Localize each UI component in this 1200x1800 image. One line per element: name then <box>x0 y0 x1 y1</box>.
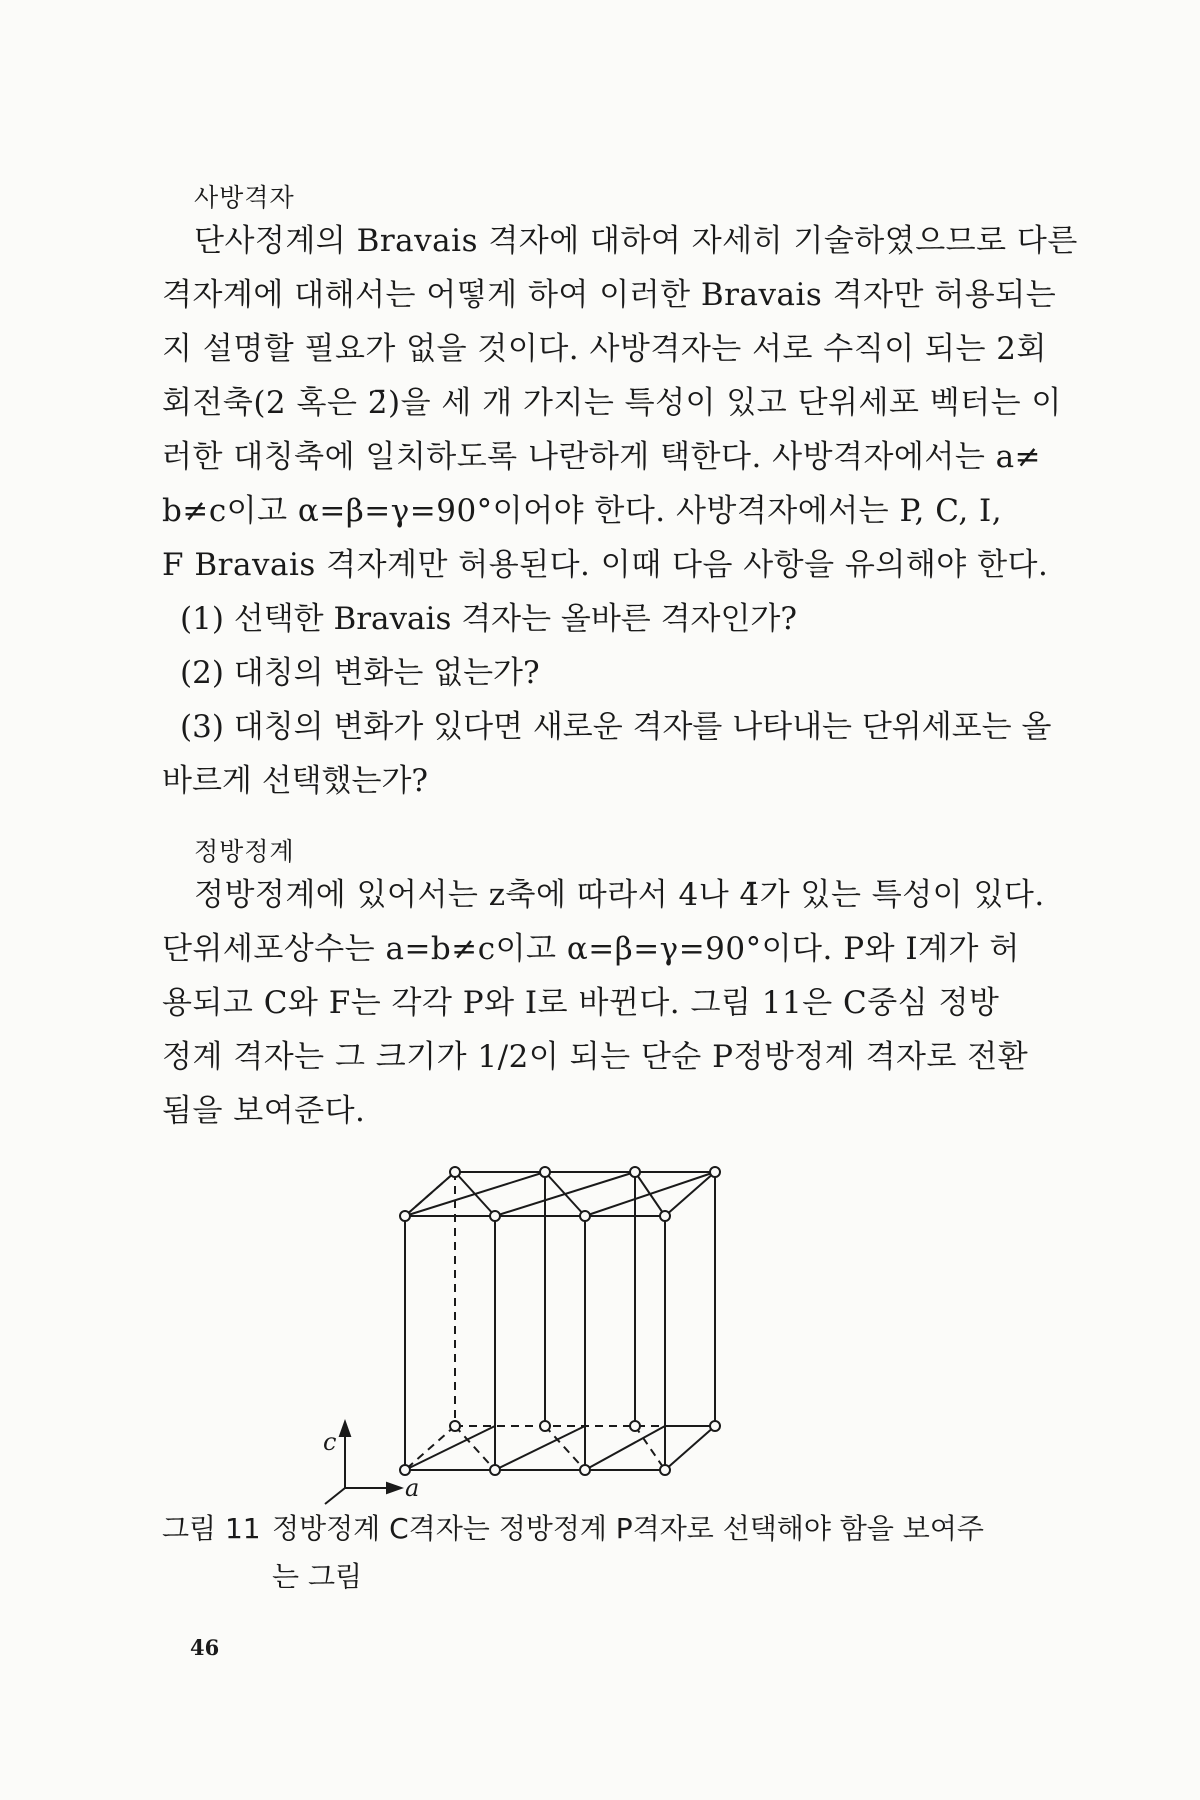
axis-label-c: c <box>323 1428 337 1456</box>
page-number: 46 <box>190 1635 220 1660</box>
text-line: 정방정계에 있어서는 z축에 따라서 4나 4̄가 있는 특성이 있다. <box>194 877 1045 913</box>
text-line: 단위세포상수는 a=b≠c이고 α=β=γ=90°이다. P와 I계가 허 <box>162 931 1020 967</box>
section-heading-orthorhombic: 사방격자 <box>194 183 295 212</box>
lattice-figure <box>323 1120 735 1502</box>
figure-caption <box>162 1505 1062 1601</box>
axis-label-a: a <box>405 1474 420 1502</box>
caption-label: 그림 11 <box>162 1512 261 1545</box>
list-item: (3) 대칭의 변화가 있다면 새로운 격자를 나타내는 단위세포는 올 <box>180 709 1052 745</box>
text-line: 러한 대칭축에 일치하도록 나란하게 택한다. 사방격자에서는 a≠ <box>162 439 1042 475</box>
section-heading-tetragonal: 정방정계 <box>194 837 295 866</box>
lattice-points <box>400 1167 720 1475</box>
list-item: (2) 대칭의 변화는 없는가? <box>180 655 540 691</box>
text-line: 용되고 C와 F는 각각 P와 I로 바뀐다. 그림 11은 C중심 정방 <box>162 985 1000 1021</box>
text-line: F Bravais 격자계만 허용된다. 이때 다음 사항을 유의해야 한다. <box>162 547 1049 583</box>
text-line: 지 설명할 필요가 없을 것이다. 사방격자는 서로 수직이 되는 2회 <box>162 331 1047 367</box>
list-item: (1) 선택한 Bravais 격자는 올바른 격자인가? <box>180 601 797 637</box>
text-line: 정계 격자는 그 크기가 1/2이 되는 단순 P정방정계 격자로 전환 <box>162 1039 1029 1075</box>
text-line: 단사정계의 Bravais 격자에 대하여 자세히 기술하였으므로 다른 <box>194 223 1078 259</box>
text-line: 됨을 보여준다. <box>162 1093 366 1129</box>
caption-continuation: 는 그림 <box>272 1560 363 1593</box>
text-line: 회전축(2 혹은 2̄)을 세 개 가지는 특성이 있고 단위세포 벡터는 이 <box>162 385 1062 421</box>
paragraph-orthorhombic <box>162 214 1078 592</box>
text-line: 격자계에 대해서는 어떻게 하여 이러한 Bravais 격자만 허용되는 <box>162 277 1057 313</box>
text-line: b≠c이고 α=β=γ=90°이어야 한다. 사방격자에서는 P, C, I, <box>162 493 1003 529</box>
caption-text: 정방정계 C격자는 정방정계 P격자로 선택해야 함을 보여주 <box>272 1512 984 1545</box>
paragraph-tetragonal <box>162 868 1045 1138</box>
list-item: 바르게 선택했는가? <box>162 763 429 799</box>
